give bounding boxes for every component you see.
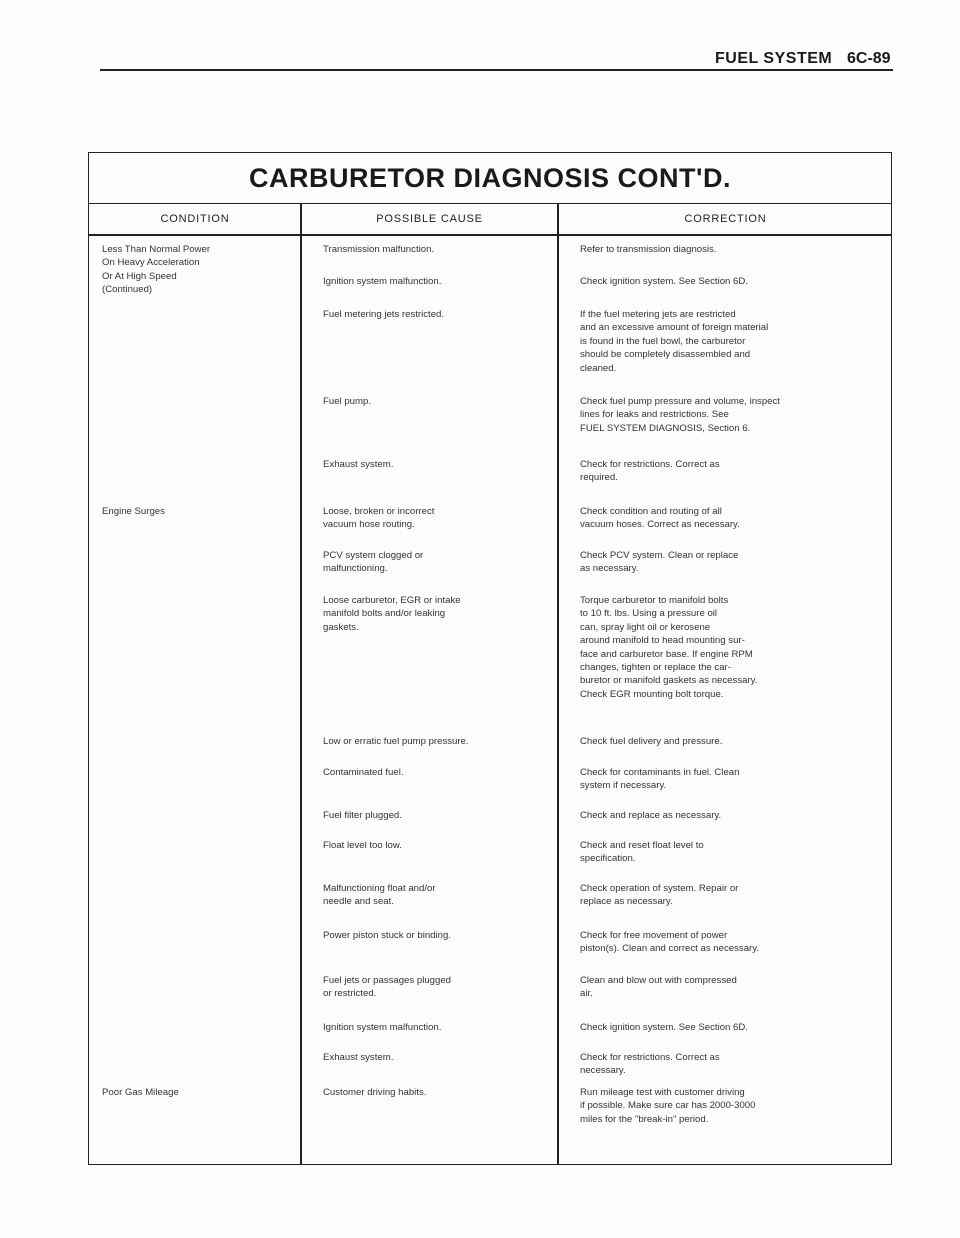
cause-cell: Exhaust system.	[323, 1052, 394, 1063]
correction-cell: Check operation of system. Repair or replace as necessary.	[580, 883, 739, 908]
cause-cell: Loose, broken or incorrect vacuum hose routing.	[323, 506, 435, 531]
correction-cell: Check for contaminants in fuel. Clean system if necessary.	[580, 767, 740, 792]
correction-cell: Check for free movement of power piston(s). Clean and correct as necessary.	[580, 930, 759, 955]
correction-cell: Clean and blow out with compressed air.	[580, 975, 737, 1000]
correction-cell: Check fuel pump pressure and volume, inspect lines for leaks and restrictions. See FUEL SYSTEM DIAGNOSIS, Section 6.	[580, 396, 780, 434]
cause-cell: Exhaust system.	[323, 459, 394, 470]
column-header-condition: CONDITION	[160, 212, 230, 225]
section-title: FUEL SYSTEM	[715, 50, 833, 67]
cause-cell: Fuel jets or passages plugged or restricted.	[323, 975, 451, 1000]
cause-cell: Customer driving habits.	[323, 1087, 427, 1098]
page-header	[0, 50, 960, 70]
correction-cell: Check fuel delivery and pressure.	[580, 736, 723, 747]
condition-cell: Poor Gas Mileage	[102, 1087, 179, 1098]
condition-cell: Less Than Normal Power On Heavy Acceleration Or At High Speed (Continued)	[102, 244, 211, 296]
header-divider	[89, 234, 891, 236]
cause-cell: Float level too low.	[323, 840, 402, 851]
diagnosis-table	[88, 152, 892, 1165]
header-rule	[100, 69, 893, 71]
correction-cell: Check ignition system. See Section 6D.	[580, 1022, 748, 1033]
cause-cell: Ignition system malfunction.	[323, 276, 442, 287]
condition-cell: Engine Surges	[102, 506, 165, 517]
correction-cell: Check PCV system. Clean or replace as necessary.	[580, 550, 739, 575]
table-title: CARBURETOR DIAGNOSIS CONT'D.	[249, 162, 731, 193]
cause-cell: Ignition system malfunction.	[323, 1022, 442, 1033]
cause-cell: Low or erratic fuel pump pressure.	[323, 736, 469, 747]
cause-cell: PCV system clogged or malfunctioning.	[323, 550, 424, 575]
cause-cell: Loose carburetor, EGR or intake manifold bolts and/or leaking gaskets.	[323, 595, 461, 633]
column-header-correction: CORRECTION	[684, 212, 767, 225]
correction-cell: Check for restrictions. Correct as necessary.	[580, 1052, 720, 1077]
correction-cell: If the fuel metering jets are restricted and an excessive amount of foreign material is found in the fuel bowl, the carburetor should be completely disassembled and cleaned.	[580, 309, 769, 374]
column-divider	[300, 203, 302, 1164]
correction-cell: Torque carburetor to manifold bolts to 10 ft. lbs. Using a pressure oil can, spray light oil or kerosene around manifold to head mounting sur- face and carburetor base. If engine RPM changes, tighten or replace the car- buretor or manifold gaskets as necessary. Check EGR mounting bolt torque.	[580, 595, 758, 700]
correction-cell: Run mileage test with customer driving if possible. Make sure car has 2000-3000 miles for the "break-in" period.	[580, 1087, 756, 1125]
cause-cell: Fuel pump.	[323, 396, 371, 407]
cause-cell: Malfunctioning float and/or needle and seat.	[323, 883, 436, 908]
table-title-band	[89, 153, 891, 204]
cause-cell: Contaminated fuel.	[323, 767, 404, 778]
correction-cell: Check and replace as necessary.	[580, 810, 722, 821]
column-header-cause: POSSIBLE CAUSE	[376, 212, 483, 225]
correction-cell: Check and reset float level to specification.	[580, 840, 704, 865]
correction-cell: Check ignition system. See Section 6D.	[580, 276, 748, 287]
page-number: 6C-89	[847, 50, 891, 67]
correction-cell: Check condition and routing of all vacuum hoses. Correct as necessary.	[580, 506, 740, 531]
cause-cell: Transmission malfunction.	[323, 244, 435, 255]
correction-cell: Check for restrictions. Correct as required.	[580, 459, 720, 484]
cause-cell: Power piston stuck or binding.	[323, 930, 451, 941]
correction-cell: Refer to transmission diagnosis.	[580, 244, 717, 255]
cause-cell: Fuel filter plugged.	[323, 810, 402, 821]
column-divider	[557, 203, 559, 1164]
cause-cell: Fuel metering jets restricted.	[323, 309, 445, 320]
